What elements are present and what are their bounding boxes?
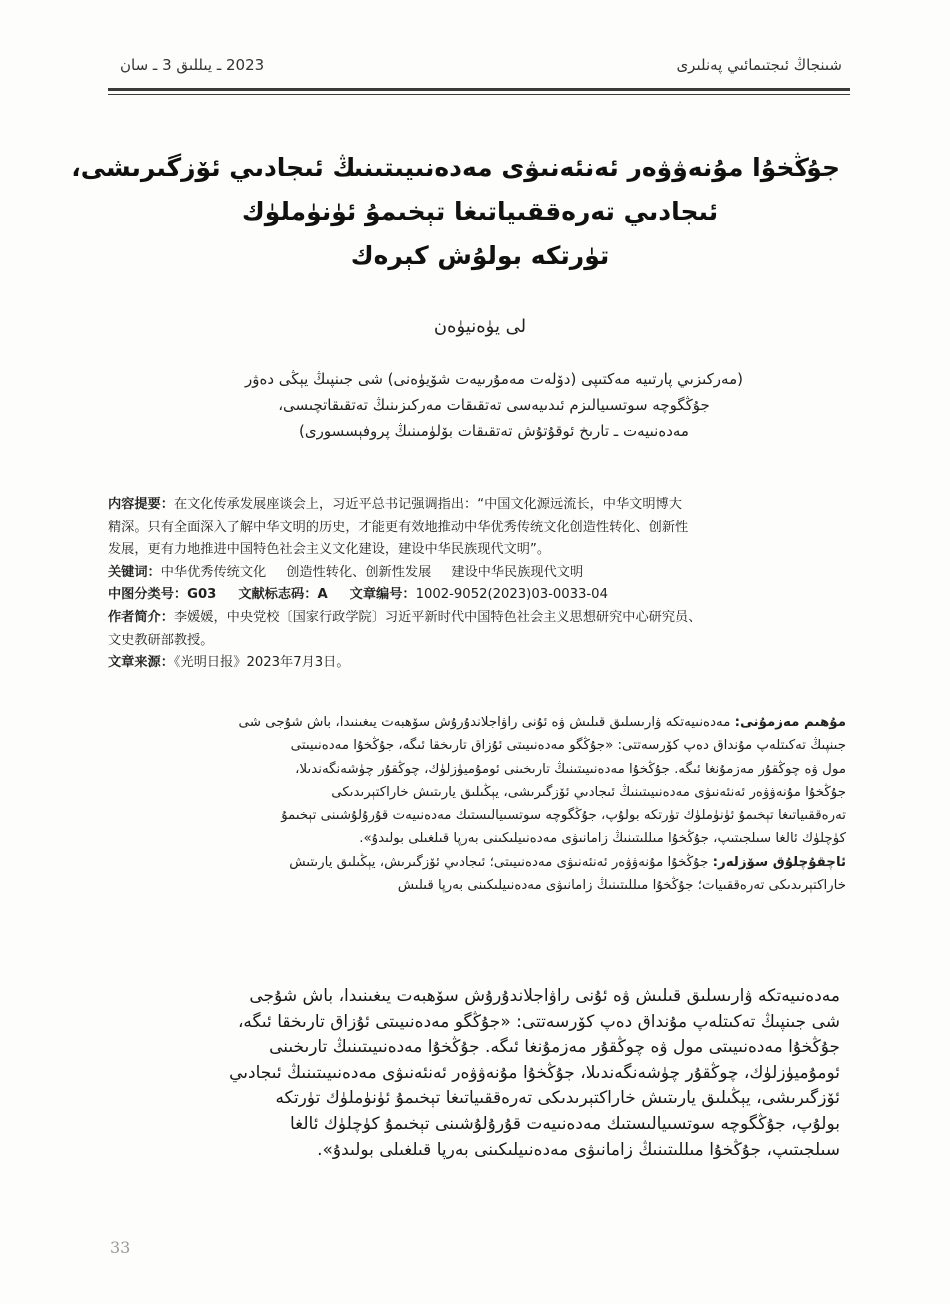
abstract-cn-label: 内容提要：	[108, 497, 174, 512]
author-bio-row	[108, 607, 846, 630]
body-line-2: شى جىنپىڭ تەكىتلەپ مۇنداق دەپ كۆرسەتتى: «جۇڭگو مەدەنىيىتى ئۇزاق تارىخقا ئىگە،	[237, 1011, 840, 1032]
keyword-cn-1: 中华优秀传统文化	[160, 564, 267, 580]
keywords-ug-row-1	[108, 851, 846, 874]
abstract-ug-line-1: مەدەنىيەتكە ۋارىسلىق قىلىش ۋە ئۇنى راۋاجلاندۇرۇش سۆھبەت يىغىنىدا، باش شۇجى شى	[238, 715, 731, 730]
header-rule-thin	[108, 94, 850, 95]
body-line-4: ئومۇميۈزلۈك، چوڭقۇر چۈشەنگەندىلا، جۇڭخۇا مۇنەۋۋەر ئەنئەنىۋى مەدەنىيىتىنىڭ ئىجادىي	[229, 1062, 840, 1083]
body-paragraph	[112, 984, 840, 1163]
body-line-1: مەدەنىيەتكە ۋارىسلىق قىلىش ۋە ئۇنى راۋاجلاندۇرۇش سۆھبەت يىغىنىدا، باش شۇجى	[249, 986, 840, 1006]
chinese-abstract-block	[108, 494, 846, 675]
abstract-cn-line-3: 发展，更有力地推进中国特色社会主义文化建设，建设中华民族现代文明”。	[108, 542, 551, 558]
doc-code-value: A	[317, 587, 328, 603]
page-number: 33	[110, 1238, 131, 1257]
keywords-ug-line-1: جۇڭخۇا مۇنەۋۋەر ئەنئەنىۋى مەدەنىيىتى؛ ئىجادىي ئۆزگىرىش، يېڭىلىق يارىتىش	[289, 854, 709, 870]
keyword-cn-3: 建设中华民族现代文明	[451, 564, 584, 580]
header-issue: 2023 ـ يىللىق 3 ـ سان	[120, 56, 265, 74]
title-line-1: جۇڭخۇا مۇنەۋۋەر ئەنئەنىۋى مەدەنىيىتىنىڭ ئىجادىي ئۆزگىرىشى،	[71, 153, 840, 182]
article-title	[71, 146, 840, 278]
body-line-5: ئۆزگىرىشى، يېڭىلىق يارىتىش خاراكتېرىدىكى تەرەققىياتىغا تېخىمۇ ئۈنۈملۈك تۈرتكە	[275, 1088, 840, 1109]
body-line-7: سىلجىتىپ، جۇڭخۇا مىللىتىنىڭ زامانىۋى مەدەنىيلىكىنى بەرپا قىلغىلى بولىدۇ».	[317, 1139, 840, 1160]
abstract-ug-line-6: كۈچلۈك ئالغا سىلجىتىپ، جۇڭخۇا مىللىتىنىڭ زامانىۋى مەدەنىيلىكىنى بەرپا قىلغىلى بولىدۇ».	[359, 831, 846, 847]
abstract-ug-row-1	[108, 711, 846, 734]
clc-label: 中图分类号：	[108, 587, 188, 603]
body-line-3: جۇڭخۇا مەدەنىيىتى مول ۋە چوڭقۇر مەزمۇنغا ئىگە. جۇڭخۇا مەدەنىيىتىنىڭ تارىخىنى	[269, 1037, 840, 1058]
uyghur-abstract-block	[108, 711, 846, 897]
classification-row	[108, 584, 846, 607]
abstract-cn-line-2: 精深。只有全面深入了解中华文明的历史，才能更有效地推动中华优秀传统文化创造性转化、创新性	[108, 519, 689, 535]
author-name: لى يۈەنيۈەن	[433, 316, 527, 337]
keyword-cn-2: 创造性转化、创新性发展	[286, 564, 432, 580]
affiliation-line-1: (مەركىزىي پارتىيە مەكتىپى (دۆلەت مەمۇرىيەت شۆيۈەنى) شى جىنپىڭ يېڭى دەۋر	[245, 370, 743, 388]
header-journal-name: شىنجاڭ ئىجتىمائىي پەنلىرى	[676, 56, 842, 74]
article-number-label: 文章编号：	[349, 587, 416, 603]
affiliation-line-3: مەدەنىيەت ـ تارىخ ئوقۇتۇش تەتقىقات بۆلۈمىنىڭ پروفېسسورى)	[299, 422, 689, 440]
abstract-cn-row-1	[108, 494, 846, 517]
source-label: 文章来源：	[108, 655, 174, 671]
clc-value: G03	[187, 587, 217, 603]
abstract-ug-line-5: تەرەققىياتىغا تېخىمۇ ئۈنۈملۈك تۈرتكە بولۇپ، جۇڭگوچە سوتسىيالىستىك مەدەنىيەت قۇرۇلۇشىنى تېخىمۇ	[281, 808, 846, 824]
abstract-ug-line-2: جىنپىڭ تەكىتلەپ مۇنداق دەپ كۆرسەتتى: «جۇڭگو مەدەنىيىتى ئۇزاق تارىخقا ئىگە، جۇڭخۇا مەدەنىيىتى	[290, 738, 846, 754]
source-row	[108, 652, 846, 675]
header-rule-thick	[108, 88, 850, 91]
title-line-2: ئىجادىي تەرەققىياتىغا تېخىمۇ ئۈنۈملۈك	[241, 197, 719, 226]
keywords-cn-label: 关键词：	[108, 564, 161, 580]
affiliation-line-2: جۇڭگوچە سوتسىيالىزم ئىدىيەسى تەتقىقات مەركىزىنىڭ تەتقىقاتچىسى،	[278, 396, 710, 414]
keywords-ug-label: ئاچقۇچلۇق سۆزلەر:	[712, 854, 846, 870]
author-bio-line-1: 李媛媛，中央党校〔国家行政学院〕习近平新时代中国特色社会主义思想研究中心研究员、	[173, 609, 702, 625]
doc-code-label: 文献标志码：	[238, 587, 318, 603]
abstract-cn-line-1: 在文化传承发展座谈会上，习近平总书记强调指出：“中国文化源远流长，中华文明博大	[173, 497, 682, 512]
body-line-6: بولۇپ، جۇڭگوچە سوتسىيالىستىك مەدەنىيەت قۇرۇلۇشىنى تېخىمۇ كۈچلۈك ئالغا	[289, 1113, 840, 1134]
keywords-cn-row	[108, 562, 846, 585]
title-line-3: تۈرتكە بولۇش كېرەك	[350, 241, 610, 270]
abstract-ug-line-3: مول ۋە چوڭقۇر مەزمۇنغا ئىگە. جۇڭخۇا مەدەنىيىتىنىڭ تارىخىنى ئومۇميۈزلۈك، چوڭقۇر چۈشەنگەندىلا،	[295, 761, 846, 777]
author-affiliation	[150, 366, 838, 444]
keywords-ug-line-2: خاراكتېرىدىكى تەرەققىيات؛ جۇڭخۇا مىللىتىنىڭ زامانىۋى مەدەنىيلىكىنى بەرپا قىلىش	[397, 878, 846, 894]
author-bio-line-2: 文史教研部教授。	[108, 632, 214, 648]
abstract-ug-label: مۇھىم مەزمۇنى:	[734, 715, 846, 730]
abstract-ug-line-4: جۇڭخۇا مۇنەۋۋەر ئەنئەنىۋى مەدەنىيىتىنىڭ ئىجادىي ئۆزگىرىشى، يېڭىلىق يارىتىش خاراكتېرىدىكى	[331, 784, 846, 800]
article-number-value: 1002-9052(2023)03-0033-04	[415, 587, 608, 603]
author-bio-label: 作者简介：	[108, 609, 174, 625]
source-value: 《光明日报》2023年7月3日。	[173, 655, 350, 671]
